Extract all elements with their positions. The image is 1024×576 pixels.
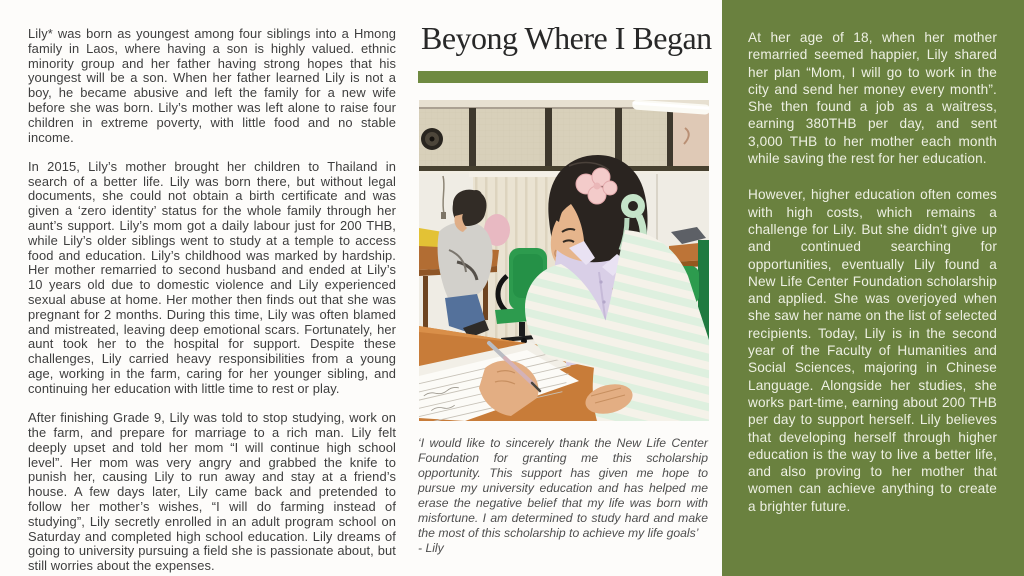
title-underline-bar (418, 71, 708, 83)
page-title: Beyong Where I Began (421, 20, 712, 56)
story-paragraph-3: After finishing Grade 9, Lily was told to stop studying, work on the farm, and prepare for marriage to a rich man. Lily felt deeply upset and told her mom “I will continue high school level”. Her mom was very angry and grabbed the knife to punish her, causing Lily to run away and stay at a friend’s house. A few days later, Lily came back and pretended to follow her mother’s wishes, “I will do farming instead of studying”, Lily secretly enrolled in an adult program school on Saturday and completed high school education. Lily dreams of going to university pursuing a field she is passionate about, but still worries about the expenses. (28, 410, 396, 574)
classroom-photo-illustration (419, 100, 709, 421)
right-story-panel (722, 0, 1024, 576)
classroom-photo (419, 100, 709, 421)
story-paragraph-2: In 2015, Lily’s mother brought her children to Thailand in search of a better life. Lily was born there, but without legal documents, she could not obtain a birth certificate and was given a ‘zero identity’ status for the whole family through her aunt’s support. Lily’s mom got a daily labour just for 200 THB, while Lily’s older siblings went to study at a temple to access food and education. Lily’s childhood was marked by hardship. Her mother remarried to second husband and ended at Lily’s 10 years old due to domestic violence and Lily experienced sexual abuse at home. Her mother then finds out that she was pregnant for 2 months. During this time, Lily was often blamed and mistreated, leaving deep emotional scars. Fortunately, her aunt took her to the hospital for support. Despite these challenges, Lily carried heavy responsibilities from a young age, working in the farm, caring for her younger sibling, and continuing her education with little time to rest or play. (28, 158, 396, 396)
story-paragraph-1: Lily* was born as youngest among four siblings into a Hmong family in Laos, where having a son is highly valued. ethnic minority group and her father having strong hopes that his youngest will be a son. When her father learned Lily is not a boy, he became abusive and left the family for a new wife before she was born. Lily’s mother was left alone to raise four children in extreme poverty, with little food and no stable income. (28, 26, 396, 145)
left-story-column (28, 27, 396, 576)
quote-attribution: - Lily (418, 541, 444, 555)
panel-paragraph-2: However, higher education often comes with high costs, which remains a challenge for Lily. But she didn’t give up and continued searching for opportunities, eventually Lily found a New Life Center Foundation scholarship and applied. She was overjoyed when she saw her name on the list of selected recipients. Today, Lily is in the second year of the Faculty of Humanities and Social Sciences, majoring in Chinese Language. Alongside her studies, she works part-time, earning about 200 THB per day to support herself. Lily believes that developing herself through higher education is the way to live a better life, and also proving to her mother that women can achieve anything to create a brighter future. (748, 187, 997, 514)
quote-text: ‘I would like to sincerely thank the New Life Center Foundation for granting me this scholarship opportunity. This support has given me hope to pursue my university education and has helped me erase the negative belief that my life was born with misfortune. I am determined to study hard and make the most of this scholarship to achieve my life goals’ (418, 436, 708, 540)
quote-block (418, 436, 708, 556)
panel-paragraph-1: At her age of 18, when her mother remarried seemed happier, Lily shared her plan “Mom, I will go to work in the city and send her money every month”. She then found a job as a waitress, earning 380THB per day, and sent 3,000 THB to her mother each month while saving the rest for her education. (748, 30, 997, 167)
middle-column (418, 0, 710, 576)
